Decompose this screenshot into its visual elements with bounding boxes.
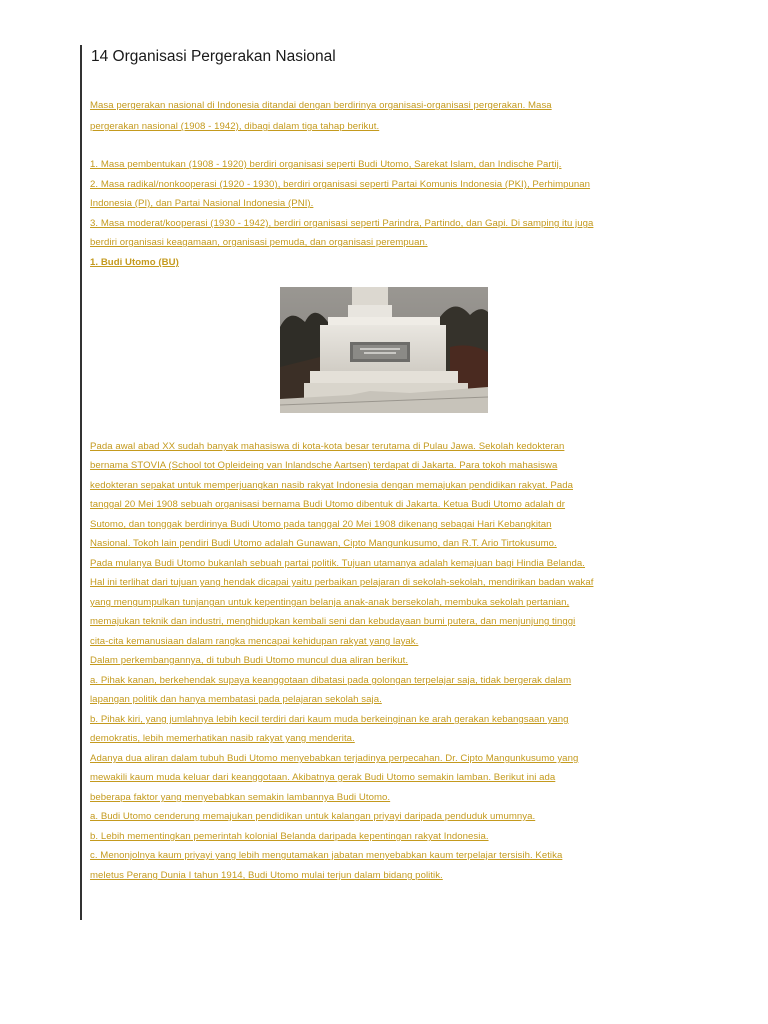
stage-line[interactable]: 3. Masa moderat/kooperasi (1930 - 1942), berdiri organisasi seperti Parindra, Partindo, dan Gapi. Di samping itu juga — [90, 218, 594, 229]
body-line[interactable]: Nasional. Tokoh lain pendiri Budi Utomo adalah Gunawan, Cipto Mangunkusumo, dan R.T. Ario Tirtokusumo. — [90, 538, 557, 549]
document-title: 14 Organisasi Pergerakan Nasional — [91, 48, 336, 65]
intro-line[interactable]: Masa pergerakan nasional di Indonesia ditandai dengan berdirinya organisasi-organisasi pergerakan. Masa — [90, 100, 552, 111]
stage-line[interactable]: berdiri organisasi keagamaan, organisasi pemuda, dan organisasi perempuan. — [90, 237, 428, 248]
body-line[interactable]: Dalam perkembangannya, di tubuh Budi Utomo muncul dua aliran berikut. — [90, 655, 409, 666]
body-line[interactable]: demokratis, lebih memerhatikan nasib rakyat yang menderita. — [90, 733, 355, 744]
body-line[interactable]: Pada awal abad XX sudah banyak mahasiswa di kota-kota besar terutama di Pulau Jawa. Sekolah kedokteran — [90, 441, 565, 452]
body-line[interactable]: Hal ini terlihat dari tujuan yang hendak dicapai yaitu perbaikan pelajaran di sekolah-sekolah, mendirikan badan wakaf — [90, 577, 594, 588]
body-line[interactable]: yang mengumpulkan tunjangan untuk kepentingan belanja anak-anak bersekolah, membuka sekolah pertanian, — [90, 597, 570, 608]
body-line[interactable]: b. Lebih mementingkan pemerintah kolonial Belanda daripada kepentingan rakyat Indonesia. — [90, 831, 489, 842]
body-line[interactable]: b. Pihak kiri, yang jumlahnya lebih kecil terdiri dari kaum muda berkeinginan ke arah gerakan kebangsaan yang — [90, 714, 569, 725]
stage-line[interactable]: 2. Masa radikal/nonkooperasi (1920 - 1930), berdiri organisasi seperti Partai Komunis Indonesia (PKI), Perhimpunan — [90, 179, 591, 190]
body-line[interactable]: c. Menonjolnya kaum priyayi yang lebih mengutamakan jabatan menyebabkan kaum terpelajar tersisih. Ketika — [90, 850, 563, 861]
stage-line[interactable]: Indonesia (PI), dan Partai Nasional Indonesia (PNI). — [90, 198, 314, 209]
body-line[interactable]: Pada mulanya Budi Utomo bukanlah sebuah partai politik. Tujuan utamanya adalah kemajuan bagi Hindia Belanda. — [90, 558, 586, 569]
body-line[interactable]: cita-cita kemanusiaan dalam rangka mencapai kehidupan rakyat yang layak. — [90, 636, 419, 647]
stage-line[interactable]: 1. Masa pembentukan (1908 - 1920) berdiri organisasi seperti Budi Utomo, Sarekat Islam, dan Indische Partij. — [90, 159, 562, 170]
body-line[interactable]: Sutomo, dan tonggak berdirinya Budi Utomo pada tanggal 20 Mei 1908 dikenang sebagai Hari Kebangkitan — [90, 519, 552, 530]
body-line[interactable]: mewakili kaum muda keluar dari keanggotaan. Akibatnya gerak Budi Utomo semakin lamban. Berikut ini ada — [90, 772, 556, 783]
page-margin-rule — [80, 45, 82, 920]
body-line[interactable]: Adanya dua aliran dalam tubuh Budi Utomo menyebabkan terjadinya perpecahan. Dr. Cipto Mangunkusumo yang — [90, 753, 579, 764]
body-line[interactable]: beberapa faktor yang menyebabkan semakin lambannya Budi Utomo. — [90, 792, 391, 803]
body-line[interactable]: memajukan teknik dan industri, menghidupkan kembali seni dan kebudayaan bumi putera, dan menjunjung tinggi — [90, 616, 576, 627]
section-heading-budi-utomo[interactable]: 1. Budi Utomo (BU) — [90, 257, 179, 268]
body-line[interactable]: bernama STOVIA (School tot Opleideing van Inlandsche Aartsen) terdapat di Jakarta. Para tokoh mahasiswa — [90, 460, 558, 471]
body-line[interactable]: tanggal 20 Mei 1908 sebuah organisasi bernama Budi Utomo dibentuk di Jakarta. Ketua Budi Utomo adalah dr — [90, 499, 566, 510]
body-line[interactable]: kedokteran sepakat untuk memperjuangkan nasib rakyat Indonesia dengan memajukan pendidikan rakyat. Pada — [90, 480, 574, 491]
monument-photo — [280, 287, 488, 413]
intro-line[interactable]: pergerakan nasional (1908 - 1942), dibagi dalam tiga tahap berikut. — [90, 121, 380, 132]
body-line[interactable]: a. Budi Utomo cenderung memajukan pendidikan untuk kalangan priyayi daripada penduduk umumnya. — [90, 811, 536, 822]
body-line[interactable]: lapangan politik dan hanya membatasi pada pelajaran sekolah saja. — [90, 694, 382, 705]
body-line[interactable]: a. Pihak kanan, berkehendak supaya keanggotaan dibatasi pada golongan terpelajar saja, tidak bergerak dalam — [90, 675, 572, 686]
body-line[interactable]: meletus Perang Dunia I tahun 1914, Budi Utomo mulai terjun dalam bidang politik. — [90, 870, 443, 881]
